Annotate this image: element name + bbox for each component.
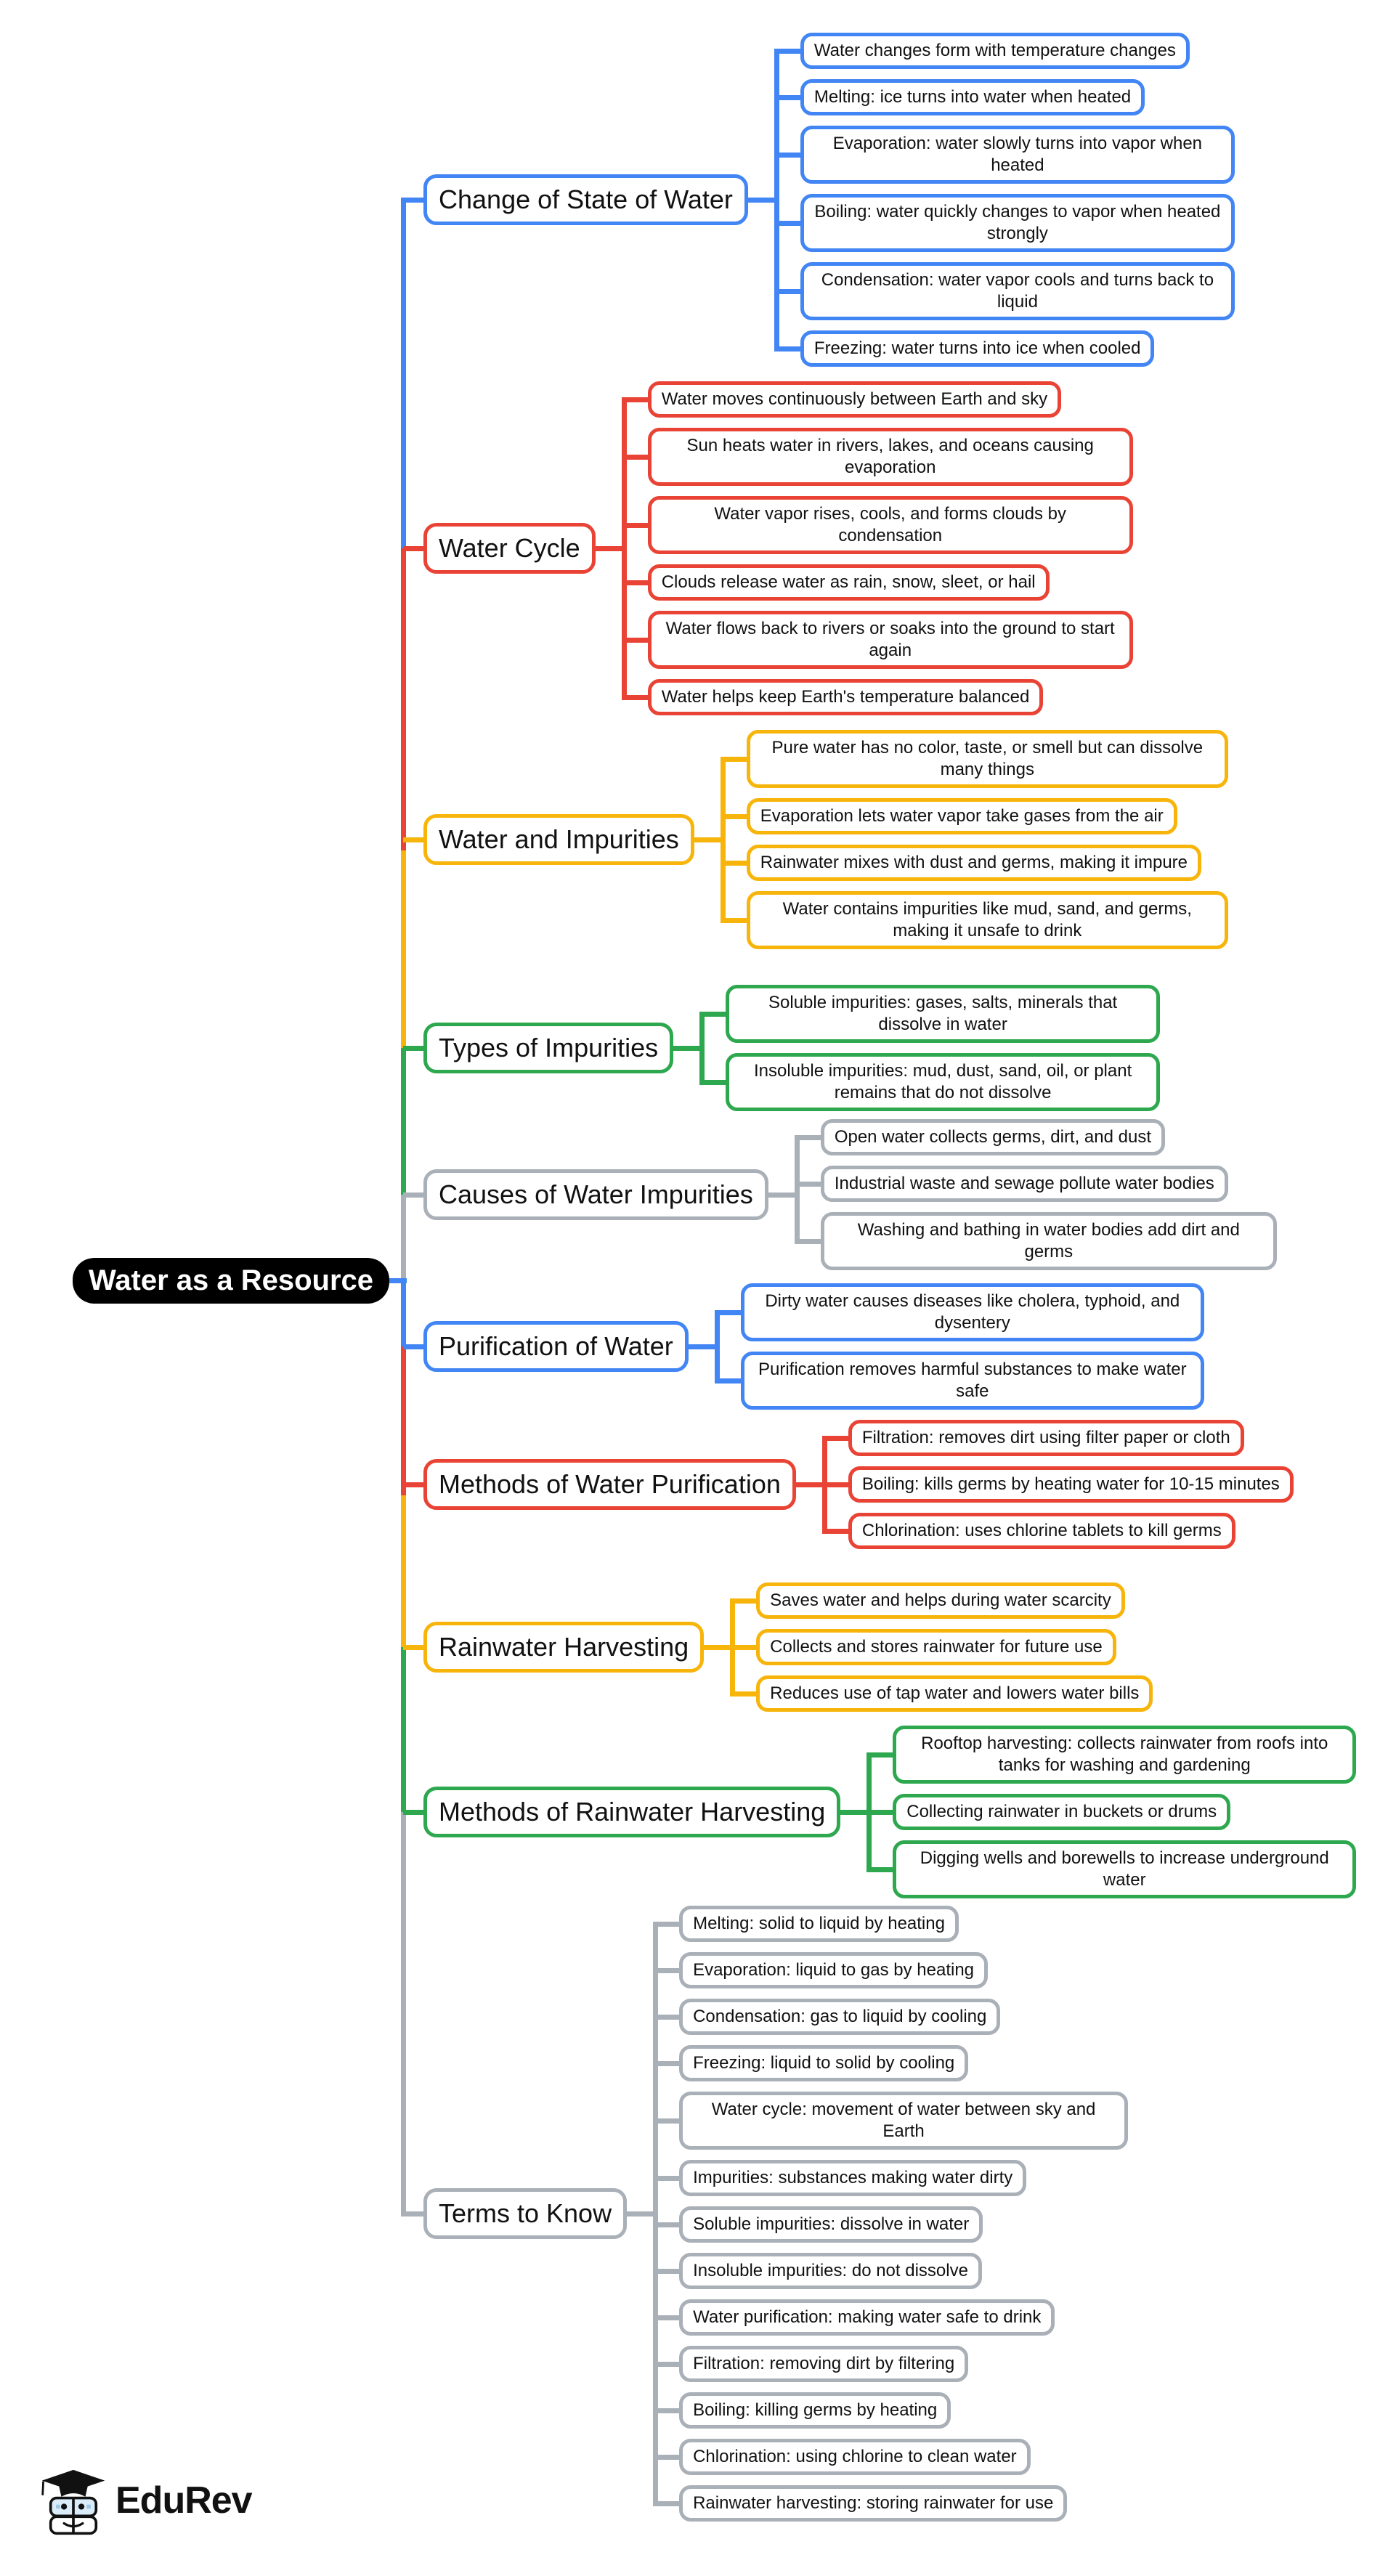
- leaf-node: Saves water and helps during water scarcity: [730, 1582, 1153, 1619]
- connector: [596, 546, 622, 551]
- branch-rainwater-harvesting: [403, 1582, 1153, 1712]
- connector: [627, 2211, 653, 2217]
- leaf-node: Impurities: substances making water dirty: [653, 2160, 1128, 2196]
- leaf-node: Reduces use of tap water and lowers water bills: [730, 1675, 1153, 1712]
- leaf-node: Condensation: gas to liquid by cooling: [653, 1999, 1128, 2035]
- connector: [403, 1192, 423, 1198]
- leaf-node: Rainwater harvesting: storing rainwater for use: [653, 2485, 1128, 2522]
- branch-methods-of-water-purification: [403, 1420, 1294, 1549]
- leaf-node: Industrial waste and sewage pollute water bodies: [795, 1166, 1277, 1202]
- leaf-node: Evaporation: liquid to gas by heating: [653, 1952, 1128, 1988]
- leaf-node: Insoluble impurities: mud, dust, sand, oil, or plant remains that do not dissolve: [699, 1053, 1160, 1111]
- connector: [796, 1482, 822, 1487]
- branch-label: Methods of Rainwater Harvesting: [423, 1787, 840, 1837]
- leaf-node: Freezing: liquid to solid by cooling: [653, 2045, 1128, 2081]
- leaf-node: Soluble impurities: gases, salts, minerals that dissolve in water: [699, 985, 1160, 1043]
- connector: [403, 546, 423, 551]
- leaf-node: Purification removes harmful substances to make water safe: [715, 1352, 1204, 1410]
- leaf-node: Sun heats water in rivers, lakes, and oceans causing evaporation: [622, 428, 1133, 486]
- leaf-node: Water changes form with temperature changes: [774, 33, 1235, 69]
- branch-water-cycle: [403, 381, 1133, 715]
- leaf-node: Condensation: water vapor cools and turns back to liquid: [774, 262, 1235, 320]
- branch-label: Purification of Water: [423, 1321, 689, 1371]
- branch-label: Causes of Water Impurities: [423, 1169, 768, 1219]
- leaf-node: Melting: solid to liquid by heating: [653, 1906, 1128, 1942]
- leaf-node: Boiling: water quickly changes to vapor when heated strongly: [774, 194, 1235, 252]
- leaf-node: Insoluble impurities: do not dissolve: [653, 2253, 1128, 2289]
- leaf-node: Water purification: making water safe to drink: [653, 2299, 1128, 2336]
- leaf-node: Water helps keep Earth's temperature balanced: [622, 679, 1133, 715]
- branch-label: Terms to Know: [423, 2188, 627, 2238]
- branch-label: Change of State of Water: [423, 174, 748, 224]
- leaf-node: Rooftop harvesting: collects rainwater from roofs into tanks for washing and gardening: [867, 1726, 1356, 1784]
- connector: [403, 1046, 423, 1051]
- leaf-node: Water contains impurities like mud, sand, and germs, making it unsafe to drink: [721, 891, 1228, 949]
- connector: [694, 837, 721, 842]
- leaf-node: Boiling: kills germs by heating water for 10-15 minutes: [822, 1466, 1294, 1503]
- connector: [403, 1482, 423, 1487]
- connector: [704, 1645, 730, 1650]
- branch-label: Methods of Water Purification: [423, 1459, 796, 1509]
- branch-terms-to-know: [403, 1906, 1128, 2522]
- leaf-node: Water moves continuously between Earth and sky: [622, 381, 1133, 418]
- leaf-node: Dirty water causes diseases like cholera, typhoid, and dysentery: [715, 1283, 1204, 1341]
- branch-purification-of-water: [403, 1283, 1204, 1410]
- leaf-node: Washing and bathing in water bodies add dirt and germs: [795, 1212, 1277, 1270]
- branch-change-of-state: [403, 33, 1235, 367]
- leaf-node: Digging wells and borewells to increase underground water: [867, 1840, 1356, 1898]
- edurev-mascot-icon: [40, 2461, 107, 2540]
- connector: [689, 1344, 715, 1349]
- leaf-node: Melting: ice turns into water when heated: [774, 79, 1235, 115]
- branch-methods-of-rainwater-harvesting: [403, 1726, 1356, 1898]
- leaf-node: Chlorination: uses chlorine tablets to kill germs: [822, 1513, 1294, 1549]
- root-node: Water as a Resource: [73, 1258, 389, 1304]
- leaf-node: Freezing: water turns into ice when cooled: [774, 330, 1235, 367]
- edurev-logo: [40, 2461, 252, 2540]
- leaf-node: Boiling: killing germs by heating: [653, 2392, 1128, 2429]
- connector: [673, 1046, 699, 1051]
- edurev-wordmark: EduRev: [115, 2479, 252, 2522]
- connector: [403, 837, 423, 842]
- connector: [403, 1344, 423, 1349]
- leaf-node: Water cycle: movement of water between sky and Earth: [653, 2092, 1128, 2150]
- leaf-node: Clouds release water as rain, snow, sleet, or hail: [622, 564, 1133, 601]
- branch-label: Rainwater Harvesting: [423, 1622, 704, 1672]
- branch-types-of-impurities: [403, 985, 1160, 1111]
- connector: [403, 1645, 423, 1650]
- connector: [403, 2211, 423, 2217]
- connector: [748, 198, 774, 203]
- leaf-node: Water vapor rises, cools, and forms clouds by condensation: [622, 496, 1133, 554]
- connector: [403, 1810, 423, 1815]
- leaf-node: Filtration: removing dirt by filtering: [653, 2346, 1128, 2382]
- leaf-node: Chlorination: using chlorine to clean water: [653, 2439, 1128, 2475]
- leaf-node: Pure water has no color, taste, or smell but can dissolve many things: [721, 730, 1228, 788]
- leaf-node: Collects and stores rainwater for future use: [730, 1629, 1153, 1665]
- leaf-node: Water flows back to rivers or soaks into the ground to start again: [622, 611, 1133, 669]
- leaf-node: Evaporation lets water vapor take gases from the air: [721, 798, 1228, 834]
- leaf-node: Rainwater mixes with dust and germs, making it impure: [721, 845, 1228, 881]
- branch-label: Water Cycle: [423, 523, 596, 573]
- branch-water-and-impurities: [403, 730, 1228, 949]
- leaf-node: Filtration: removes dirt using filter paper or cloth: [822, 1420, 1294, 1456]
- leaf-node: Collecting rainwater in buckets or drums: [867, 1794, 1356, 1830]
- leaf-node: Open water collects germs, dirt, and dust: [795, 1119, 1277, 1155]
- connector: [768, 1192, 795, 1198]
- connector: [840, 1810, 867, 1815]
- leaf-node: Evaporation: water slowly turns into vapor when heated: [774, 126, 1235, 184]
- branch-label: Types of Impurities: [423, 1023, 673, 1073]
- leaf-node: Soluble impurities: dissolve in water: [653, 2206, 1128, 2243]
- branch-label: Water and Impurities: [423, 814, 694, 864]
- connector: [403, 198, 423, 203]
- branch-causes-of-water-impurities: [403, 1119, 1277, 1270]
